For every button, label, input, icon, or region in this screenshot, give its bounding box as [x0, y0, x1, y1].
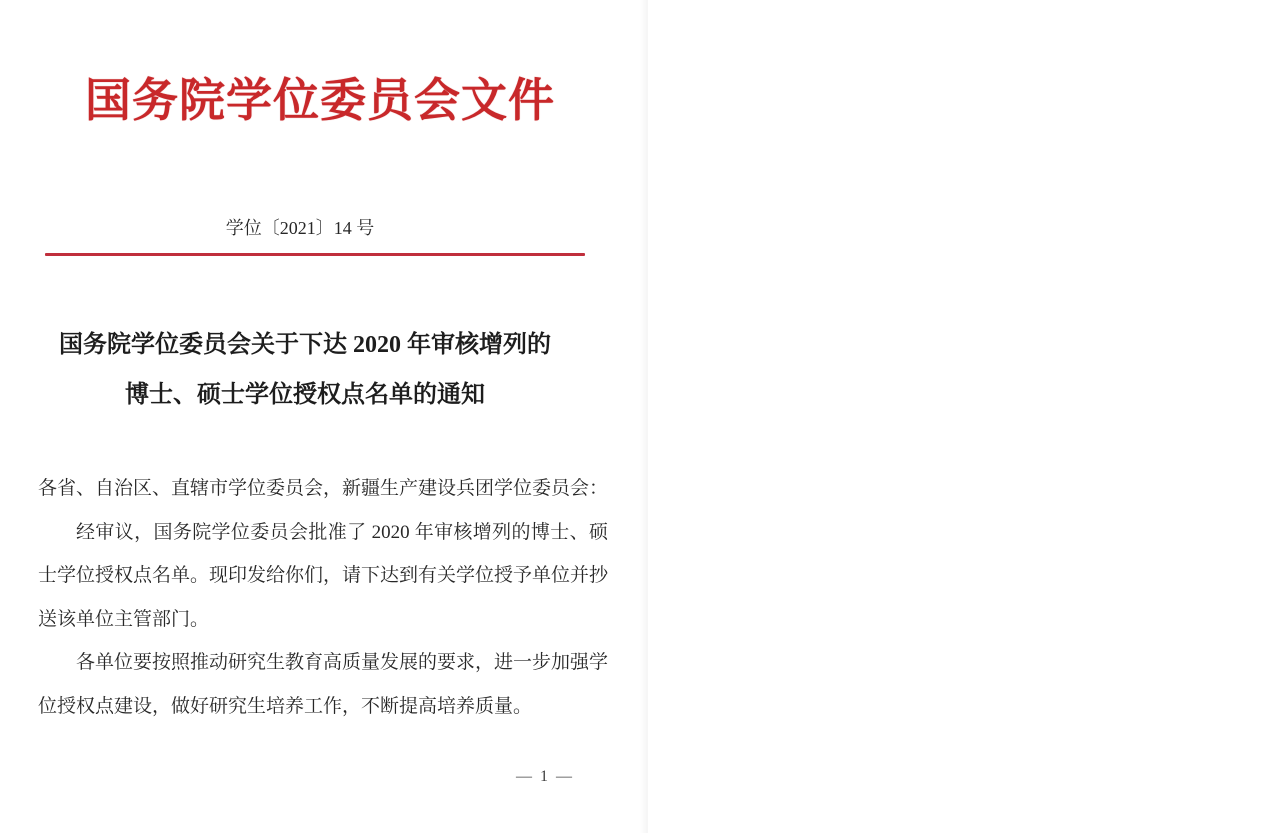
- notice-body: [38, 467, 608, 728]
- document-number: 学位〔2021〕14 号: [225, 218, 375, 238]
- page-number-1: — 1 —: [516, 768, 574, 785]
- body-paragraph-2: 各单位要按照推动研究生教育高质量发展的要求，进一步加强学位授权点建设，做好研究生培养工作，不断提高培养质量。: [38, 652, 609, 717]
- notice-title-line-1: 国务院学位委员会关于下达 2020 年审核增列的: [59, 332, 551, 358]
- document-header-title: 国务院学位委员会文件: [85, 75, 555, 126]
- red-divider-rule: [45, 253, 585, 256]
- notice-title-line-2: 博士、硕士学位授权点名单的通知: [125, 382, 485, 408]
- body-paragraph-1: 经审议，国务院学位委员会批准了 2020 年审核增列的博士、硕士学位授权点名单。现印发给你们，请下达到有关学位授予单位并抄送该单位主管部门。: [38, 521, 609, 630]
- salutation-line: 各省、自治区、直辖市学位委员会，新疆生产建设兵团学位委员会：: [38, 478, 609, 499]
- document-page-2: [648, 0, 1280, 833]
- notice-title: [25, 320, 585, 420]
